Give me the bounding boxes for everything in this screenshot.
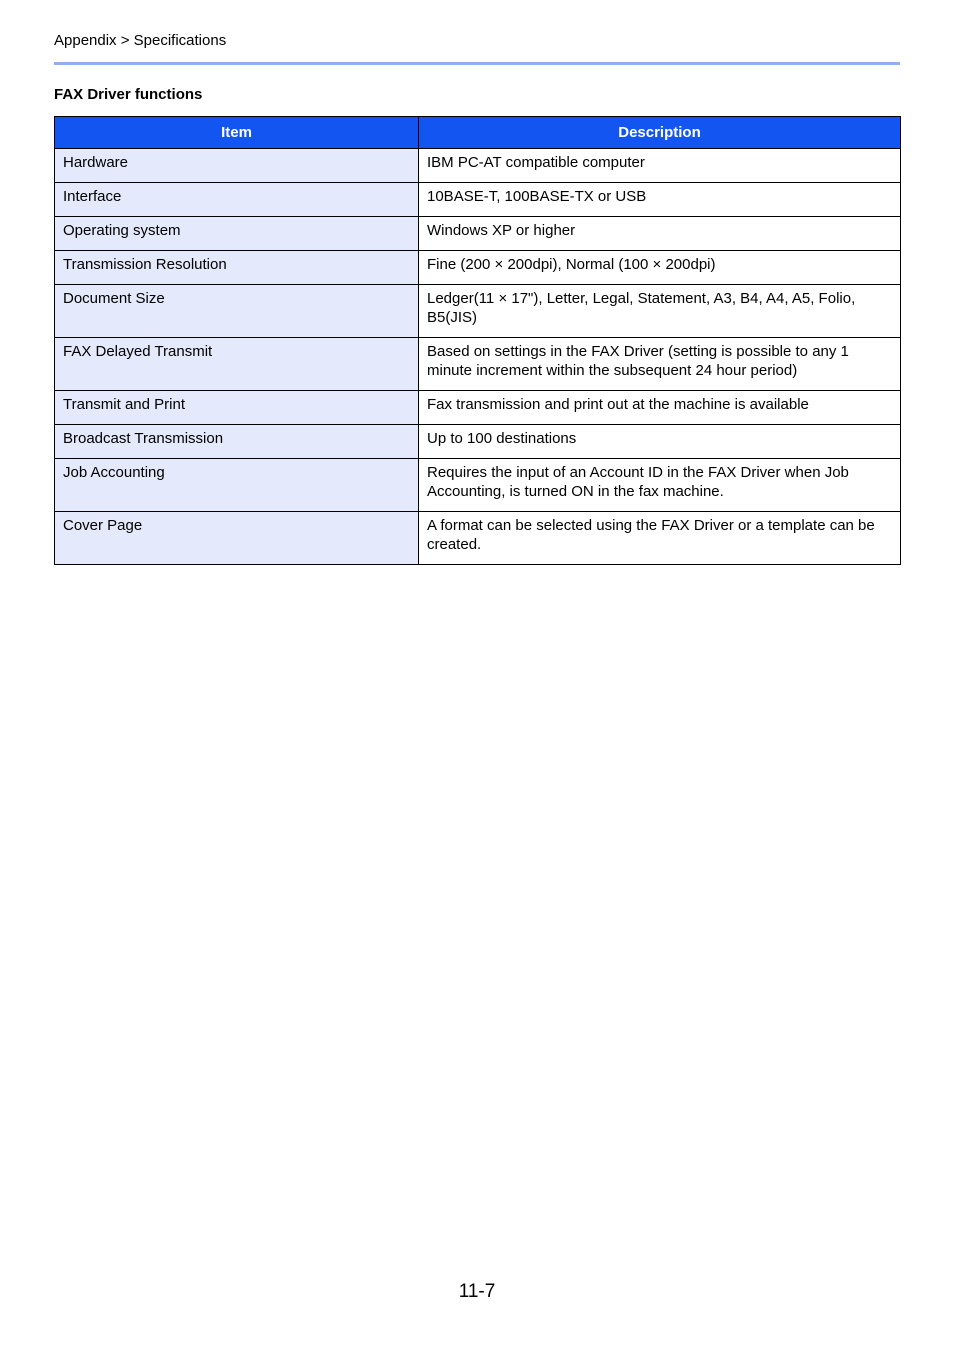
description-cell: Up to 100 destinations xyxy=(419,425,901,459)
description-cell: 10BASE-T, 100BASE-TX or USB xyxy=(419,183,901,217)
fax-driver-functions-table xyxy=(54,116,901,565)
item-cell: Job Accounting xyxy=(55,459,419,512)
section-title: FAX Driver functions xyxy=(54,86,203,103)
item-cell: Broadcast Transmission xyxy=(55,425,419,459)
item-cell: Transmission Resolution xyxy=(55,251,419,285)
item-cell: Document Size xyxy=(55,285,419,338)
table-row xyxy=(55,338,901,391)
item-cell: Hardware xyxy=(55,149,419,183)
item-cell: Operating system xyxy=(55,217,419,251)
description-cell: Fine (200 × 200dpi), Normal (100 × 200dpi) xyxy=(419,251,901,285)
breadcrumb: Appendix > Specifications xyxy=(54,32,227,49)
description-cell: Windows XP or higher xyxy=(419,217,901,251)
description-cell: Ledger(11 × 17"), Letter, Legal, Statement, A3, B4, A4, A5, Folio, B5(JIS) xyxy=(419,285,901,338)
header-divider xyxy=(54,62,900,65)
table-row xyxy=(55,459,901,512)
item-cell: Transmit and Print xyxy=(55,391,419,425)
table-header-row xyxy=(55,117,901,149)
table-row xyxy=(55,149,901,183)
table-row xyxy=(55,512,901,565)
table-row xyxy=(55,285,901,338)
table-row xyxy=(55,425,901,459)
page-number: 11-7 xyxy=(458,1281,496,1302)
description-cell: A format can be selected using the FAX Driver or a template can be created. xyxy=(419,512,901,565)
description-cell: Requires the input of an Account ID in the FAX Driver when Job Accounting, is turned ON in the fax machine. xyxy=(419,459,901,512)
item-cell: Cover Page xyxy=(55,512,419,565)
item-cell: FAX Delayed Transmit xyxy=(55,338,419,391)
table-row xyxy=(55,391,901,425)
description-cell: Fax transmission and print out at the machine is available xyxy=(419,391,901,425)
table-row xyxy=(55,217,901,251)
table-row xyxy=(55,183,901,217)
column-header-description: Description xyxy=(419,117,901,149)
description-cell: IBM PC-AT compatible computer xyxy=(419,149,901,183)
item-cell: Interface xyxy=(55,183,419,217)
description-cell: Based on settings in the FAX Driver (setting is possible to any 1 minute increment within the subsequent 24 hour period) xyxy=(419,338,901,391)
column-header-item: Item xyxy=(55,117,419,149)
table-row xyxy=(55,251,901,285)
